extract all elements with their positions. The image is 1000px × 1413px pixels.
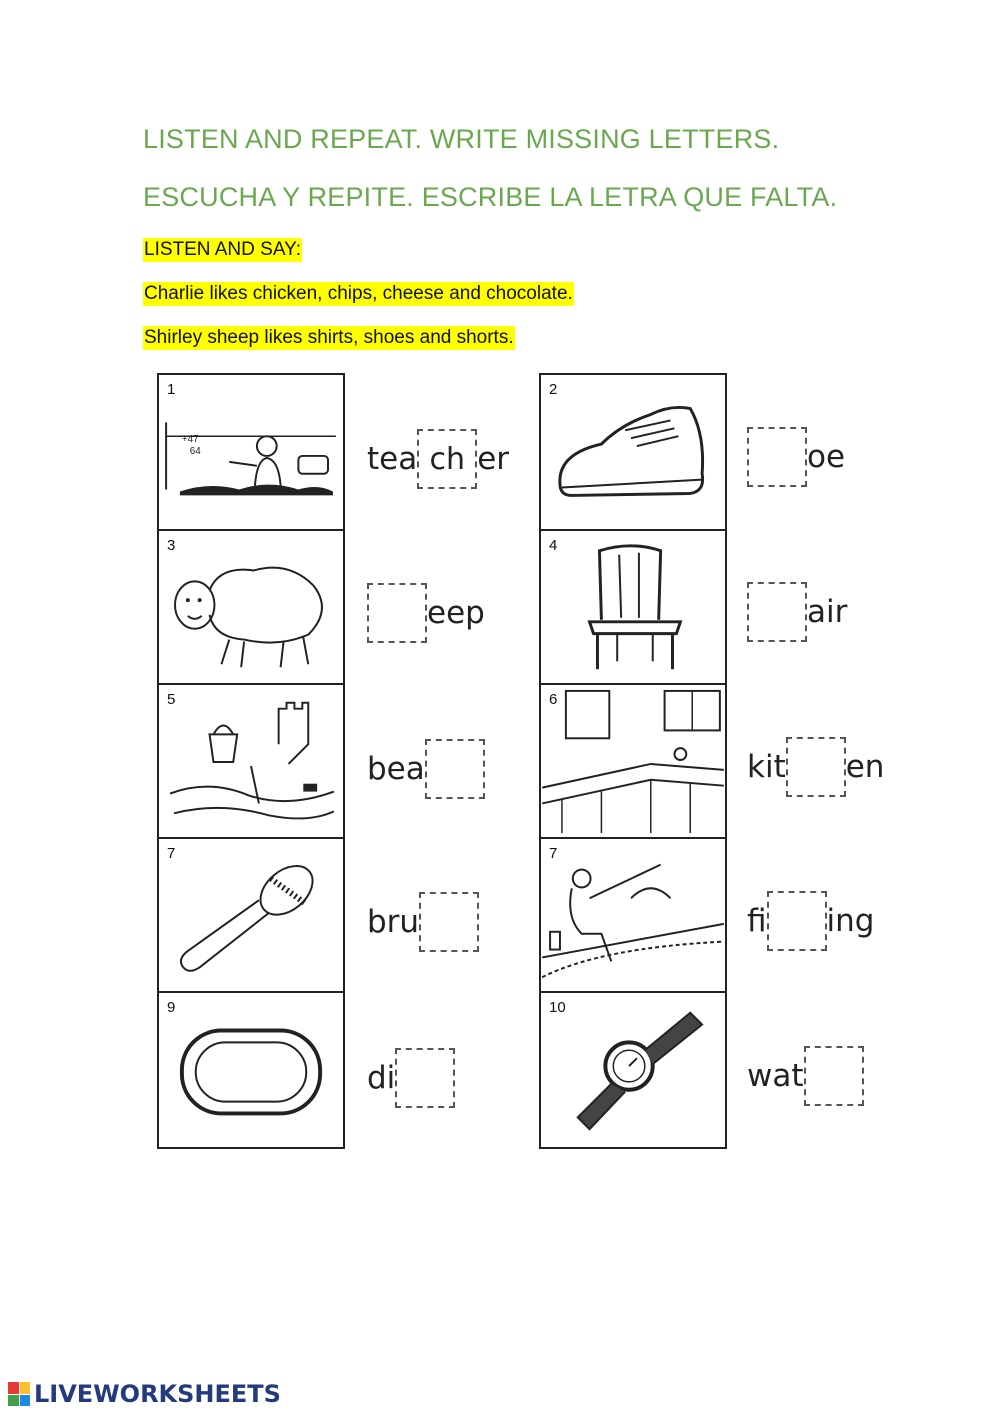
logo-badge-icon	[8, 1382, 30, 1406]
missing-letters-input[interactable]	[747, 582, 807, 642]
item-number: 7	[167, 845, 176, 862]
picture-cell-10	[541, 993, 725, 1149]
tongue-twister-sh: Shirley sheep likes shirts, shoes and shorts.	[144, 327, 514, 348]
word-prefix: tea	[367, 441, 418, 477]
word-brush	[367, 891, 479, 953]
teacher-icon	[159, 375, 343, 529]
item-number: 4	[549, 537, 558, 554]
brush-icon	[159, 839, 343, 991]
item-number: 5	[167, 691, 176, 708]
word-prefix: bru	[367, 904, 420, 940]
word-watch	[747, 1045, 864, 1107]
missing-letters-input[interactable]	[747, 427, 807, 487]
missing-letters-input[interactable]	[419, 892, 479, 952]
item-number: 9	[167, 999, 176, 1016]
watch-icon	[541, 993, 725, 1147]
word-shoe	[747, 426, 845, 488]
word-suffix: er	[477, 441, 510, 477]
picture-cell-3	[159, 531, 343, 685]
missing-letters-input[interactable]	[367, 583, 427, 643]
word-prefix: wat	[747, 1058, 804, 1094]
item-number: 7	[549, 845, 558, 862]
word-suffix: air	[807, 594, 848, 630]
word-kitchen	[747, 736, 884, 798]
picture-cell-9	[159, 993, 343, 1149]
picture-cell-4	[541, 531, 725, 685]
item-number: 6	[549, 691, 558, 708]
picture-cell-1	[159, 375, 343, 531]
picture-cell-2	[541, 375, 725, 531]
picture-cell-5	[159, 685, 343, 839]
item-number: 1	[167, 381, 176, 398]
word-fishing	[747, 890, 874, 952]
beach-icon	[159, 685, 343, 837]
tongue-twister-ch: Charlie likes chicken, chips, cheese and chocolate.	[144, 283, 573, 304]
missing-letters-input[interactable]	[767, 891, 827, 951]
fishing-icon	[541, 839, 725, 991]
liveworksheets-logo[interactable]	[8, 1380, 281, 1408]
left-picture-column	[157, 373, 345, 1149]
word-teacher	[367, 428, 509, 490]
right-picture-column	[539, 373, 727, 1149]
word-prefix: bea	[367, 751, 425, 787]
logo-text: LIVEWORKSHEETS	[34, 1380, 281, 1408]
item-number: 3	[167, 537, 176, 554]
word-chair	[747, 581, 847, 643]
word-sheep	[367, 582, 485, 644]
item-number: 10	[549, 999, 566, 1016]
word-suffix: en	[845, 749, 885, 785]
word-prefix: di	[367, 1060, 396, 1096]
word-suffix: ing	[826, 903, 875, 939]
svg-text:64: 64	[189, 445, 201, 457]
chair-icon	[541, 531, 725, 683]
missing-letters-input[interactable]	[395, 1048, 455, 1108]
instruction-spanish: ESCUCHA Y REPITE. ESCRIBE LA LETRA QUE FALTA.	[143, 182, 838, 212]
word-beach	[367, 738, 485, 800]
listen-heading: LISTEN AND SAY:	[144, 239, 301, 260]
picture-cell-6	[541, 685, 725, 839]
missing-letters-input[interactable]	[425, 739, 485, 799]
shoe-icon	[541, 375, 725, 529]
missing-letters-input[interactable]	[804, 1046, 864, 1106]
word-prefix: kit	[747, 749, 786, 785]
sheep-icon	[159, 531, 343, 683]
word-suffix: eep	[427, 595, 485, 631]
picture-cell-8	[541, 839, 725, 993]
word-dish	[367, 1047, 455, 1109]
svg-text:+47: +47	[181, 434, 199, 446]
dish-icon	[159, 993, 343, 1147]
picture-cell-7	[159, 839, 343, 993]
instruction-english: LISTEN AND REPEAT. WRITE MISSING LETTERS.	[143, 124, 780, 154]
kitchen-icon	[541, 685, 725, 837]
missing-letters-input[interactable]: ch	[417, 429, 477, 489]
item-number: 2	[549, 381, 558, 398]
word-prefix: fi	[747, 903, 767, 939]
missing-letters-input[interactable]	[786, 737, 846, 797]
word-suffix: oe	[807, 439, 846, 475]
